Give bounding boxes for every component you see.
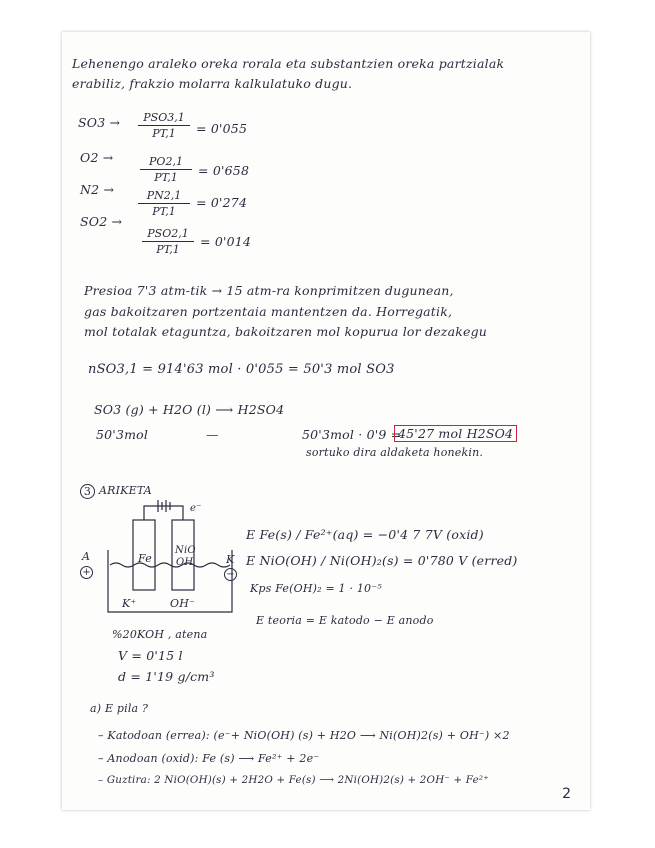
cathode-label: K — [226, 553, 235, 566]
anode-sign: + — [80, 566, 93, 579]
anode-label: A — [82, 550, 91, 563]
reaction-note: sortuko dira aldaketa honekin. — [306, 446, 484, 459]
electrode-fe-label: Fe — [138, 552, 152, 565]
e-theory-formula: E teoria = E katodo − E anodo — [256, 614, 434, 627]
fraction-value-so2: = 0'014 — [200, 234, 252, 249]
section-number-circle: 3 — [80, 484, 95, 499]
part-a-total: – Guztira: 2 NiO(OH)(s) + 2H2O + Fe(s) ⟶ 2Ni(OH)2(s) + 2OH⁻ + Fe²⁺ — [98, 774, 489, 786]
mol-calculation: nSO3,1 = 914'63 mol · 0'055 = 50'3 mol SO3 — [88, 362, 395, 377]
reaction-right-mol: 50'3mol · 0'9 = — [302, 427, 402, 442]
fraction-numerator: PSO2,1 — [142, 227, 194, 242]
param-density: d = 1'19 g/cm³ — [118, 669, 215, 684]
fraction-value-n2: = 0'274 — [196, 195, 248, 210]
kps-value: Kps Fe(OH)₂ = 1 · 10⁻⁵ — [250, 582, 382, 595]
fraction-numerator: PO2,1 — [140, 155, 192, 170]
electrode-nio-label: NiO — [175, 545, 196, 556]
reaction-left-mol: 50'3mol — [96, 427, 149, 442]
fraction-value-o2: = 0'658 — [198, 163, 250, 178]
reaction-dash: — — [206, 427, 219, 442]
reaction-result-box: 45'27 mol H2SO4 — [394, 425, 517, 442]
param-koh: %20KOH , atena — [112, 628, 208, 641]
fraction-denominator: PT,1 — [154, 171, 178, 184]
intro-line-1: Lehenengo araleko oreka rorala eta substantzien oreka partzialak — [72, 56, 505, 71]
potential-nio: E NiO(OH) / Ni(OH)₂(s) = 0'780 V (erred) — [246, 553, 518, 568]
cathode-sign: − — [224, 568, 237, 581]
page-number: 2 — [562, 786, 571, 802]
param-volume: V = 0'15 l — [118, 648, 183, 663]
ion-hydroxide: OH⁻ — [170, 597, 196, 610]
pressure-line-2: gas bakoitzaren portzentaia mantentzen da. Horregatik, — [84, 304, 453, 319]
fraction-value-so3: = 0'055 — [196, 121, 248, 136]
section-title: ARIKETA — [99, 484, 152, 497]
pressure-line-3: mol totalak etaguntza, bakoitzaren mol kopurua lor dezakegu — [84, 324, 488, 339]
potential-fe: E Fe(s) / Fe²⁺(aq) = −0'4 7 7V (oxid) — [246, 527, 484, 542]
part-a-cathode: – Katodoan (errea): (e⁻+ NiO(OH) (s) + H2O ⟶ Ni(OH)2(s) + OH⁻) ×2 — [98, 729, 510, 742]
fraction-label-n2: N2 → — [80, 182, 115, 197]
fraction-label-so2: SO2 → — [80, 214, 123, 229]
fraction-denominator: PT,1 — [152, 205, 176, 218]
electrode-oh-label: OH — [176, 557, 194, 568]
fraction-denominator: PT,1 — [152, 127, 176, 140]
reaction-equation: SO3 (g) + H2O (l) ⟶ H2SO4 — [94, 402, 285, 417]
part-a-heading: a) E pila ? — [90, 702, 149, 715]
fraction-label-so3: SO3 → — [78, 115, 121, 130]
fraction-label-o2: O2 → — [80, 150, 114, 165]
intro-line-2: erabiliz, frakzio molarra kalkulatuko dugu. — [72, 76, 353, 91]
fraction-numerator: PSO3,1 — [138, 111, 190, 126]
pressure-line-1: Presioa 7'3 atm-tik → 15 atm-ra konprimitzen dugunean, — [84, 283, 454, 298]
ion-potassium: K⁺ — [122, 597, 137, 610]
electron-label: e⁻ — [190, 503, 202, 514]
fraction-numerator: PN2,1 — [138, 189, 190, 204]
part-a-anode: – Anodoan (oxid): Fe (s) ⟶ Fe²⁺ + 2e⁻ — [98, 752, 320, 765]
fraction-denominator: PT,1 — [156, 243, 180, 256]
